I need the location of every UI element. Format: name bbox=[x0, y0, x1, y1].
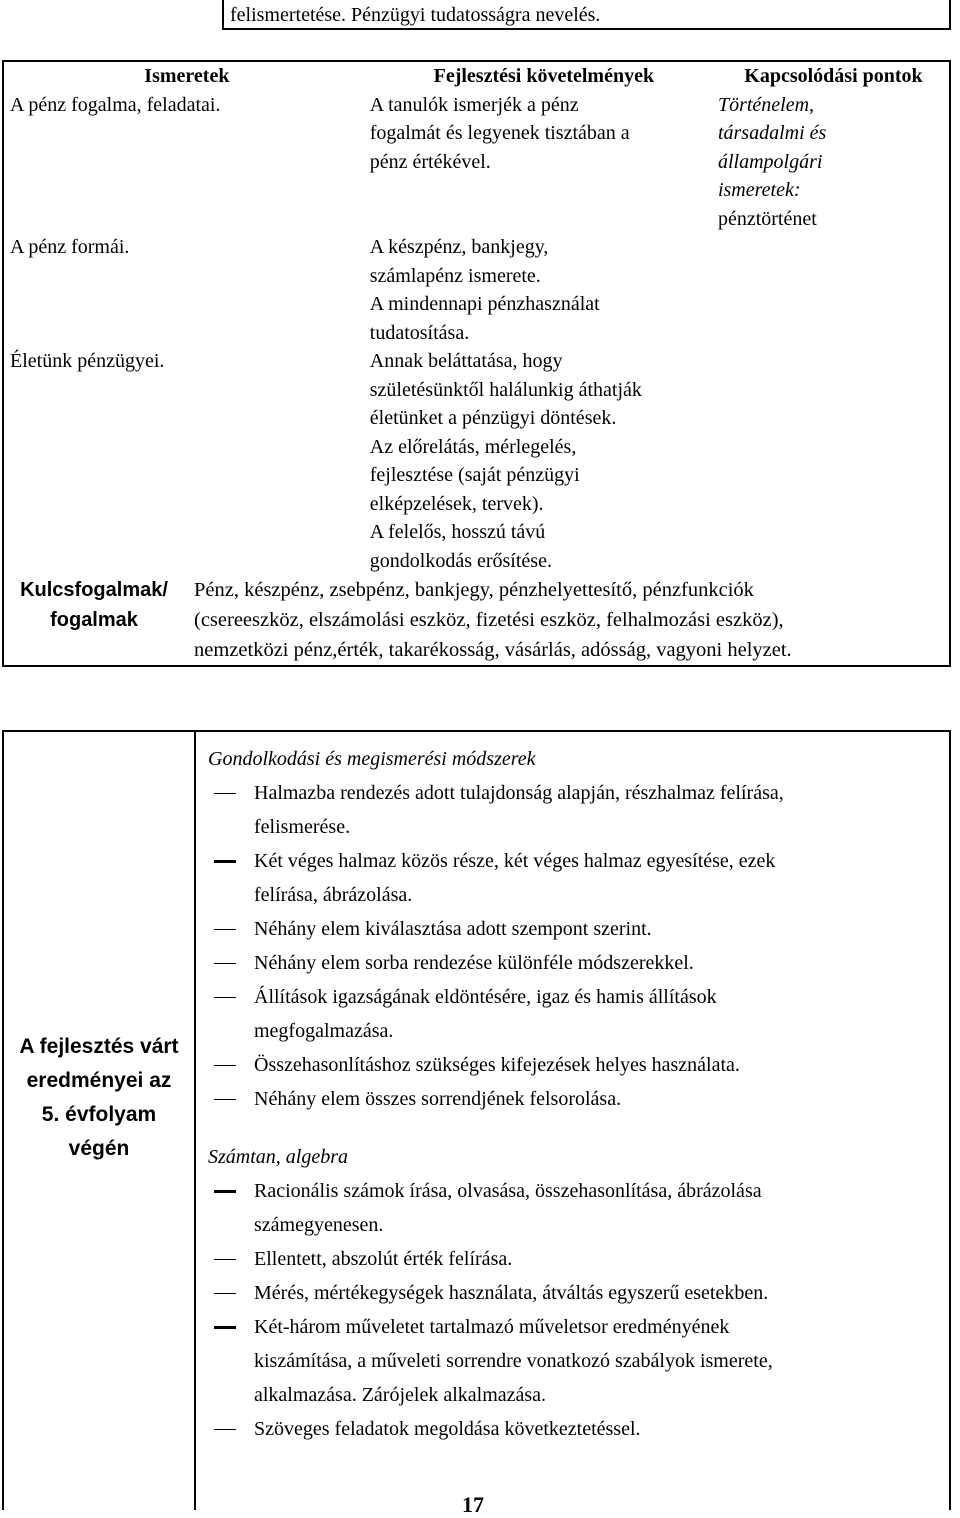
curriculum-table bbox=[2, 60, 951, 667]
dash-icon bbox=[214, 1293, 236, 1294]
dash-icon bbox=[214, 1099, 236, 1100]
dash-icon bbox=[214, 963, 236, 964]
results-label bbox=[4, 1030, 194, 1166]
label-line: fogalmak bbox=[50, 609, 138, 631]
cell-line: Annak beláttatása, hogy bbox=[369, 350, 563, 372]
label-line: Kulcsfogalmak/ bbox=[20, 579, 168, 601]
dash-icon bbox=[214, 1065, 236, 1066]
dash-icon bbox=[214, 793, 236, 794]
cell-line: fogalmát és legyenek tisztában a bbox=[369, 122, 630, 144]
cell-line: pénztörténet bbox=[717, 207, 817, 230]
list-item: Néhány elem kiválasztása adott szempont szerint. bbox=[208, 912, 938, 946]
cell-kapcsolodas bbox=[718, 91, 950, 234]
text-line: nemzetközi pénz,érték, takarékosság, vásárlás, adósság, vagyoni helyzet. bbox=[194, 639, 792, 661]
label-line: eredményei az bbox=[26, 1069, 172, 1092]
top-bar bbox=[222, 0, 951, 30]
list-item: Halmazba rendezés adott tulajdonság alapján, részhalmaz felírása, felismerése. bbox=[208, 776, 938, 844]
results-content bbox=[208, 742, 938, 1446]
cell-line: fejlesztése (saját pénzügyi bbox=[369, 464, 580, 486]
section-title: Számtan, algebra bbox=[208, 1146, 348, 1168]
dash-icon bbox=[214, 929, 236, 930]
cell-line: elképzelések, tervek). bbox=[369, 492, 544, 515]
list-item: Ellentett, abszolút érték felírása. bbox=[208, 1242, 938, 1276]
cell-line: A felelős, hosszú távú bbox=[369, 521, 546, 543]
cell-line: tudatosítása. bbox=[369, 321, 470, 344]
list-item: Két-három műveletet tartalmazó műveletsor eredményének kiszámítása, a műveleti sorrendre vonatkozó szabályok ismerete, alkalmazása. Zárójelek alkalmazása. bbox=[208, 1310, 938, 1412]
list-item: Két véges halmaz közös része, két véges halmaz egyesítése, ezek felírása, ábrázolása. bbox=[208, 844, 938, 912]
cell-line: számlapénz ismerete. bbox=[369, 264, 541, 287]
cell-line: Történelem, bbox=[717, 93, 815, 116]
cell-line: Az előrelátás, mérlegelés, bbox=[369, 435, 577, 458]
cell-line: A készpénz, bankjegy, bbox=[369, 236, 549, 258]
list-item: Néhány elem összes sorrendjének felsorolása. bbox=[208, 1082, 938, 1116]
dash-icon bbox=[214, 1326, 236, 1329]
results-box bbox=[2, 730, 951, 1510]
page-number: 17 bbox=[462, 1492, 484, 1517]
dash-icon bbox=[214, 997, 236, 998]
header-kapcsolodasi: Kapcsolódási pontok bbox=[744, 65, 923, 87]
results-label-cell bbox=[4, 732, 196, 1510]
cell-ismeretek: A pénz fogalma, feladatai. bbox=[10, 93, 221, 116]
label-line: végén bbox=[68, 1137, 130, 1160]
list-item: Összehasonlításhoz szükséges kifejezések helyes használata. bbox=[208, 1048, 938, 1082]
cell-line: A mindennapi pénzhasználat bbox=[369, 293, 600, 315]
cell-fejlesztes bbox=[370, 347, 718, 575]
table-row bbox=[3, 347, 950, 575]
cell-ismeretek: Életünk pénzügyei. bbox=[10, 350, 165, 372]
cell-line: társadalmi és bbox=[717, 122, 827, 144]
table-header-row bbox=[3, 61, 950, 91]
list-item: Mérés, mértékegységek használata, átváltás egyszerű esetekben. bbox=[208, 1276, 938, 1310]
table-row bbox=[3, 91, 950, 234]
header-fejlesztesi: Fejlesztési követelmények bbox=[433, 65, 655, 87]
list-item: Racionális számok írása, olvasása, összehasonlítása, ábrázolása számegyenesen. bbox=[208, 1174, 938, 1242]
outcome-list bbox=[208, 1174, 938, 1446]
label-line: A fejlesztés várt bbox=[19, 1035, 179, 1058]
label-line: 5. évfolyam bbox=[41, 1103, 157, 1126]
cell-line: A tanulók ismerjék a pénz bbox=[369, 93, 579, 116]
cell-line: ismeretek: bbox=[717, 179, 801, 201]
outcome-list bbox=[208, 776, 938, 1116]
cell-fejlesztes bbox=[370, 91, 718, 234]
header-ismeretek: Ismeretek bbox=[144, 65, 230, 87]
cell-line: születésünktől halálunkig áthatják bbox=[369, 378, 642, 401]
text-line: Pénz, készpénz, zsebpénz, bankjegy, pénzhelyettesítő, pénzfunkciók bbox=[194, 579, 754, 601]
cell-line: pénz értékével. bbox=[369, 150, 491, 173]
section-title: Gondolkodási és megismerési módszerek bbox=[208, 748, 536, 770]
cell-line: állampolgári bbox=[717, 150, 823, 173]
list-item: Állítások igazságának eldöntésére, igaz és hamis állítások megfogalmazása. bbox=[208, 980, 938, 1048]
dash-icon bbox=[214, 1259, 236, 1260]
text-line: (csereeszköz, elszámolási eszköz, fizetési eszköz, felhalmozási eszköz), bbox=[194, 609, 784, 631]
cell-ismeretek: A pénz formái. bbox=[10, 236, 130, 258]
kulcsfogalmak-row bbox=[3, 575, 950, 666]
dash-icon bbox=[214, 860, 236, 863]
dash-icon bbox=[214, 1429, 236, 1430]
list-item: Néhány elem sorba rendezése különféle módszerekkel. bbox=[208, 946, 938, 980]
kulcsfogalmak-text bbox=[184, 575, 949, 665]
cell-line: gondolkodás erősítése. bbox=[369, 549, 552, 572]
kulcsfogalmak-table bbox=[4, 575, 949, 665]
table-row bbox=[3, 233, 950, 347]
top-bar-text: felismertetése. Pénzügyi tudatosságra nevelés. bbox=[230, 4, 601, 26]
kulcsfogalmak-label bbox=[4, 575, 184, 665]
cell-line: életünket a pénzügyi döntések. bbox=[369, 407, 617, 429]
dash-icon bbox=[214, 1190, 236, 1193]
list-item: Szöveges feladatok megoldása következtetéssel. bbox=[208, 1412, 938, 1446]
cell-fejlesztes bbox=[370, 233, 718, 347]
